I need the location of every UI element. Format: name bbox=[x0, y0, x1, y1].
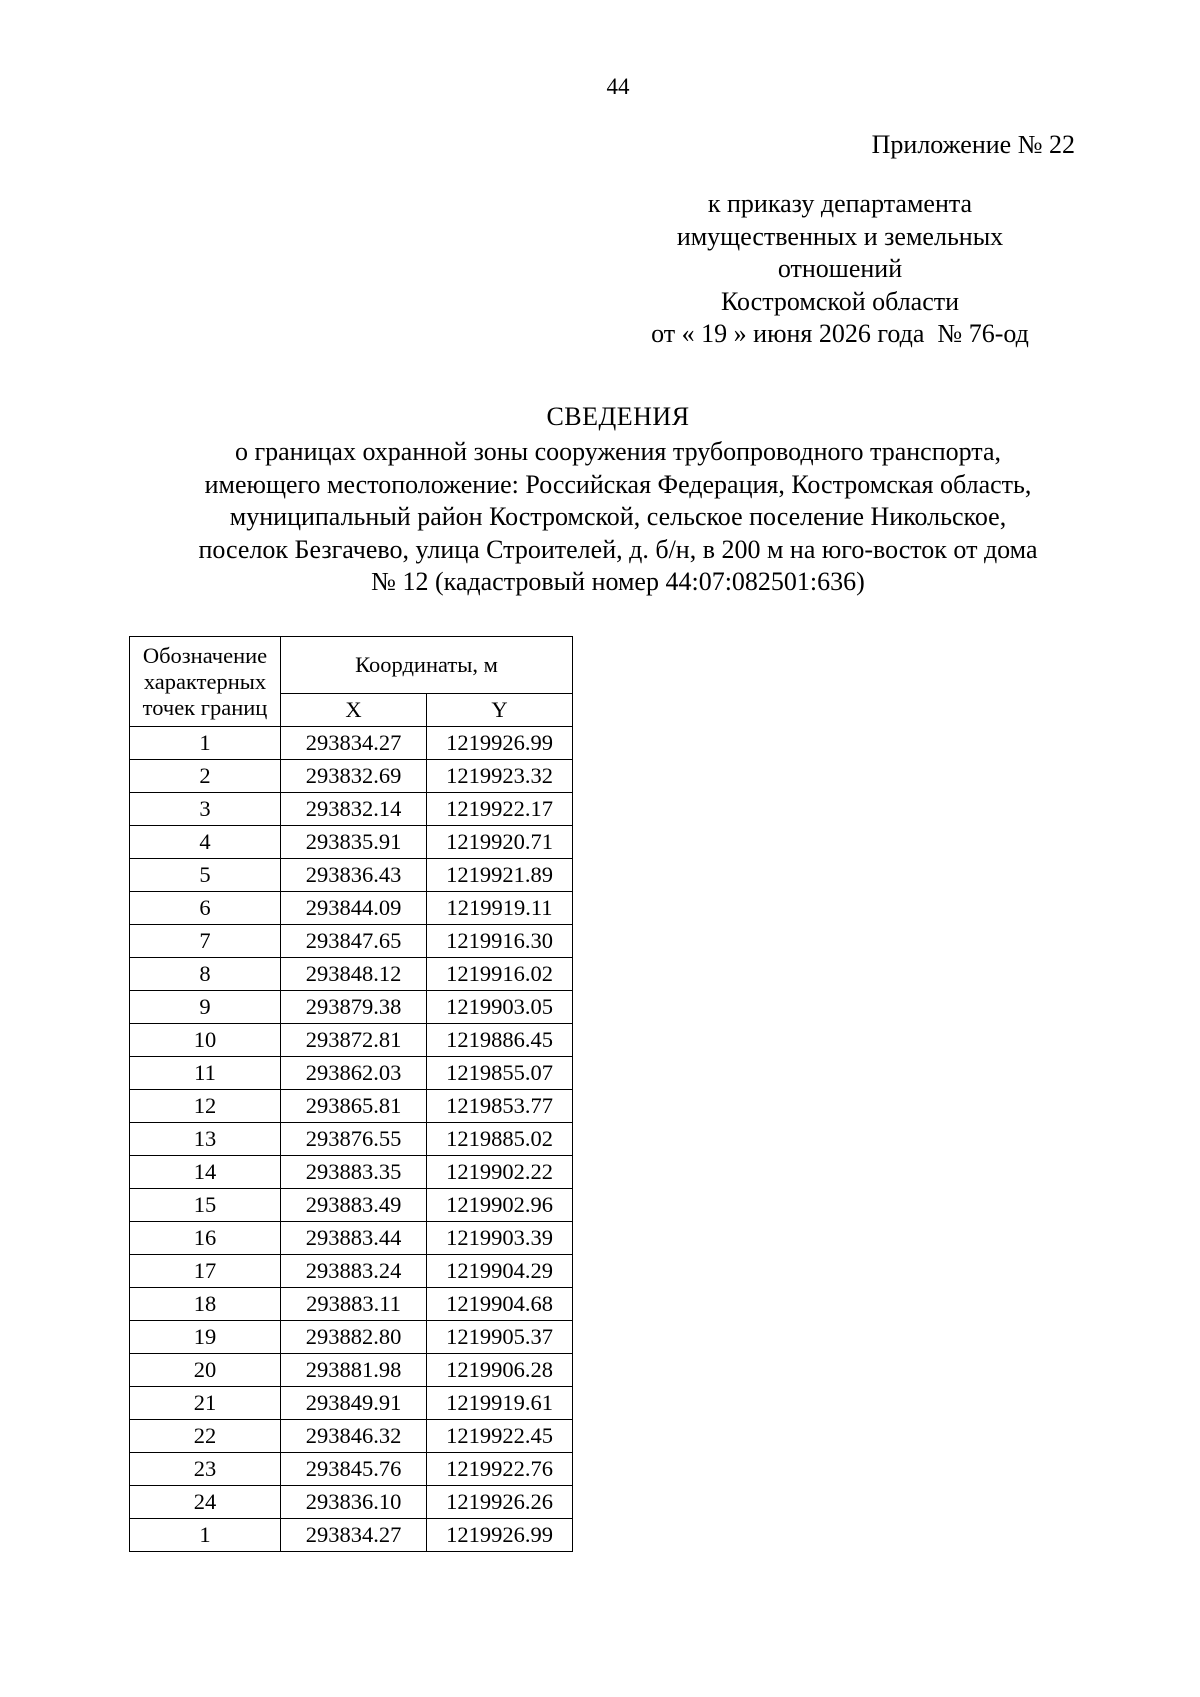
table-row bbox=[130, 1420, 573, 1453]
table-row bbox=[130, 1519, 573, 1552]
table-row bbox=[130, 1189, 573, 1222]
cell-y: 1219905.37 bbox=[427, 1321, 573, 1354]
header-coordinates: Координаты, м bbox=[281, 637, 573, 694]
cell-y: 1219916.02 bbox=[427, 958, 573, 991]
appendix-title: Приложение № 22 bbox=[871, 130, 1075, 159]
table-row bbox=[130, 1123, 573, 1156]
cell-y: 1219926.99 bbox=[427, 1519, 573, 1552]
cell-y: 1219921.89 bbox=[427, 859, 573, 892]
appendix-line: имущественных и земельных bbox=[676, 221, 1004, 251]
cell-point: 5 bbox=[130, 859, 281, 892]
cell-x: 293836.10 bbox=[281, 1486, 427, 1519]
appendix-line: Костромской области bbox=[720, 286, 960, 316]
cell-point: 9 bbox=[130, 991, 281, 1024]
table-row bbox=[130, 958, 573, 991]
cell-point: 2 bbox=[130, 760, 281, 793]
cell-x: 293865.81 bbox=[281, 1090, 427, 1123]
cell-x: 293832.14 bbox=[281, 793, 427, 826]
subtitle-line: поселок Безгачево, улица Строителей, д. б/н, в 200 м на юго-восток от дома bbox=[198, 534, 1038, 564]
cell-x: 293832.69 bbox=[281, 760, 427, 793]
cell-x: 293835.91 bbox=[281, 826, 427, 859]
cell-point: 20 bbox=[130, 1354, 281, 1387]
cell-x: 293872.81 bbox=[281, 1024, 427, 1057]
cell-y: 1219922.17 bbox=[427, 793, 573, 826]
cell-y: 1219904.68 bbox=[427, 1288, 573, 1321]
table-row bbox=[130, 760, 573, 793]
cell-point: 1 bbox=[130, 1519, 281, 1552]
header-x: X bbox=[281, 694, 427, 727]
appendix-line: отношений bbox=[777, 254, 903, 283]
table-row bbox=[130, 1354, 573, 1387]
table-row bbox=[130, 991, 573, 1024]
cell-point: 4 bbox=[130, 826, 281, 859]
cell-y: 1219903.05 bbox=[427, 991, 573, 1024]
cell-x: 293879.38 bbox=[281, 991, 427, 1024]
cell-x: 293883.11 bbox=[281, 1288, 427, 1321]
subtitle-line: муниципальный район Костромской, сельское поселение Никольское, bbox=[229, 502, 1007, 532]
cell-point: 17 bbox=[130, 1255, 281, 1288]
cell-y: 1219906.28 bbox=[427, 1354, 573, 1387]
cell-point: 16 bbox=[130, 1222, 281, 1255]
cell-y: 1219902.96 bbox=[427, 1189, 573, 1222]
cell-x: 293844.09 bbox=[281, 892, 427, 925]
cell-y: 1219919.11 bbox=[427, 892, 573, 925]
cell-x: 293834.27 bbox=[281, 1519, 427, 1552]
table-row bbox=[130, 925, 573, 958]
cell-point: 6 bbox=[130, 892, 281, 925]
coordinates-table bbox=[129, 636, 573, 1552]
cell-y: 1219920.71 bbox=[427, 826, 573, 859]
subtitle-line: № 12 (кадастровый номер 44:07:082501:636) bbox=[371, 567, 865, 597]
cell-point: 7 bbox=[130, 925, 281, 958]
table-row bbox=[130, 1222, 573, 1255]
cell-x: 293883.44 bbox=[281, 1222, 427, 1255]
cell-y: 1219919.61 bbox=[427, 1387, 573, 1420]
cell-x: 293862.03 bbox=[281, 1057, 427, 1090]
table-row bbox=[130, 826, 573, 859]
appendix-line: от « 19 » июня 2026 года № 76-од bbox=[651, 319, 1029, 348]
header-point-designation: Обозначение характерных точек границ bbox=[130, 637, 281, 727]
cell-y: 1219923.32 bbox=[427, 760, 573, 793]
cell-point: 13 bbox=[130, 1123, 281, 1156]
document-subtitle bbox=[140, 436, 1096, 599]
cell-point: 14 bbox=[130, 1156, 281, 1189]
cell-x: 293849.91 bbox=[281, 1387, 427, 1420]
table-row bbox=[130, 892, 573, 925]
header-y: Y bbox=[427, 694, 573, 727]
cell-x: 293847.65 bbox=[281, 925, 427, 958]
cell-x: 293883.49 bbox=[281, 1189, 427, 1222]
table-row bbox=[130, 1387, 573, 1420]
cell-y: 1219902.22 bbox=[427, 1156, 573, 1189]
table-row bbox=[130, 793, 573, 826]
cell-y: 1219922.45 bbox=[427, 1420, 573, 1453]
cell-x: 293882.80 bbox=[281, 1321, 427, 1354]
table-row bbox=[130, 1255, 573, 1288]
cell-x: 293848.12 bbox=[281, 958, 427, 991]
cell-y: 1219922.76 bbox=[427, 1453, 573, 1486]
cell-point: 18 bbox=[130, 1288, 281, 1321]
cell-point: 19 bbox=[130, 1321, 281, 1354]
cell-y: 1219926.26 bbox=[427, 1486, 573, 1519]
table-row bbox=[130, 1024, 573, 1057]
cell-point: 23 bbox=[130, 1453, 281, 1486]
table-row bbox=[130, 1057, 573, 1090]
cell-x: 293876.55 bbox=[281, 1123, 427, 1156]
appendix-line: к приказу департамента bbox=[707, 189, 973, 218]
cell-point: 22 bbox=[130, 1420, 281, 1453]
cell-y: 1219886.45 bbox=[427, 1024, 573, 1057]
cell-y: 1219903.39 bbox=[427, 1222, 573, 1255]
cell-point: 10 bbox=[130, 1024, 281, 1057]
cell-y: 1219926.99 bbox=[427, 727, 573, 760]
subtitle-line: имеющего местоположение: Российская Федерация, Костромская область, bbox=[204, 469, 1032, 499]
cell-y: 1219916.30 bbox=[427, 925, 573, 958]
table-row bbox=[130, 1486, 573, 1519]
cell-x: 293836.43 bbox=[281, 859, 427, 892]
cell-x: 293883.24 bbox=[281, 1255, 427, 1288]
cell-point: 8 bbox=[130, 958, 281, 991]
table-row bbox=[130, 1453, 573, 1486]
cell-point: 15 bbox=[130, 1189, 281, 1222]
cell-point: 12 bbox=[130, 1090, 281, 1123]
coordinates-body bbox=[130, 727, 573, 1552]
cell-point: 3 bbox=[130, 793, 281, 826]
table-row bbox=[130, 1156, 573, 1189]
table-row bbox=[130, 1321, 573, 1354]
cell-point: 24 bbox=[130, 1486, 281, 1519]
cell-x: 293846.32 bbox=[281, 1420, 427, 1453]
cell-x: 293845.76 bbox=[281, 1453, 427, 1486]
cell-point: 21 bbox=[130, 1387, 281, 1420]
cell-x: 293883.35 bbox=[281, 1156, 427, 1189]
page-number: 44 bbox=[606, 74, 630, 99]
appendix-reference bbox=[620, 188, 1060, 351]
cell-y: 1219904.29 bbox=[427, 1255, 573, 1288]
table-row bbox=[130, 859, 573, 892]
cell-y: 1219885.02 bbox=[427, 1123, 573, 1156]
cell-point: 11 bbox=[130, 1057, 281, 1090]
cell-point: 1 bbox=[130, 727, 281, 760]
document-heading: СВЕДЕНИЯ bbox=[546, 402, 690, 431]
table-row bbox=[130, 1090, 573, 1123]
table-row bbox=[130, 1288, 573, 1321]
cell-x: 293834.27 bbox=[281, 727, 427, 760]
cell-y: 1219855.07 bbox=[427, 1057, 573, 1090]
table-row bbox=[130, 727, 573, 760]
subtitle-line: о границах охранной зоны сооружения трубопроводного транспорта, bbox=[234, 437, 1002, 466]
cell-y: 1219853.77 bbox=[427, 1090, 573, 1123]
cell-x: 293881.98 bbox=[281, 1354, 427, 1387]
